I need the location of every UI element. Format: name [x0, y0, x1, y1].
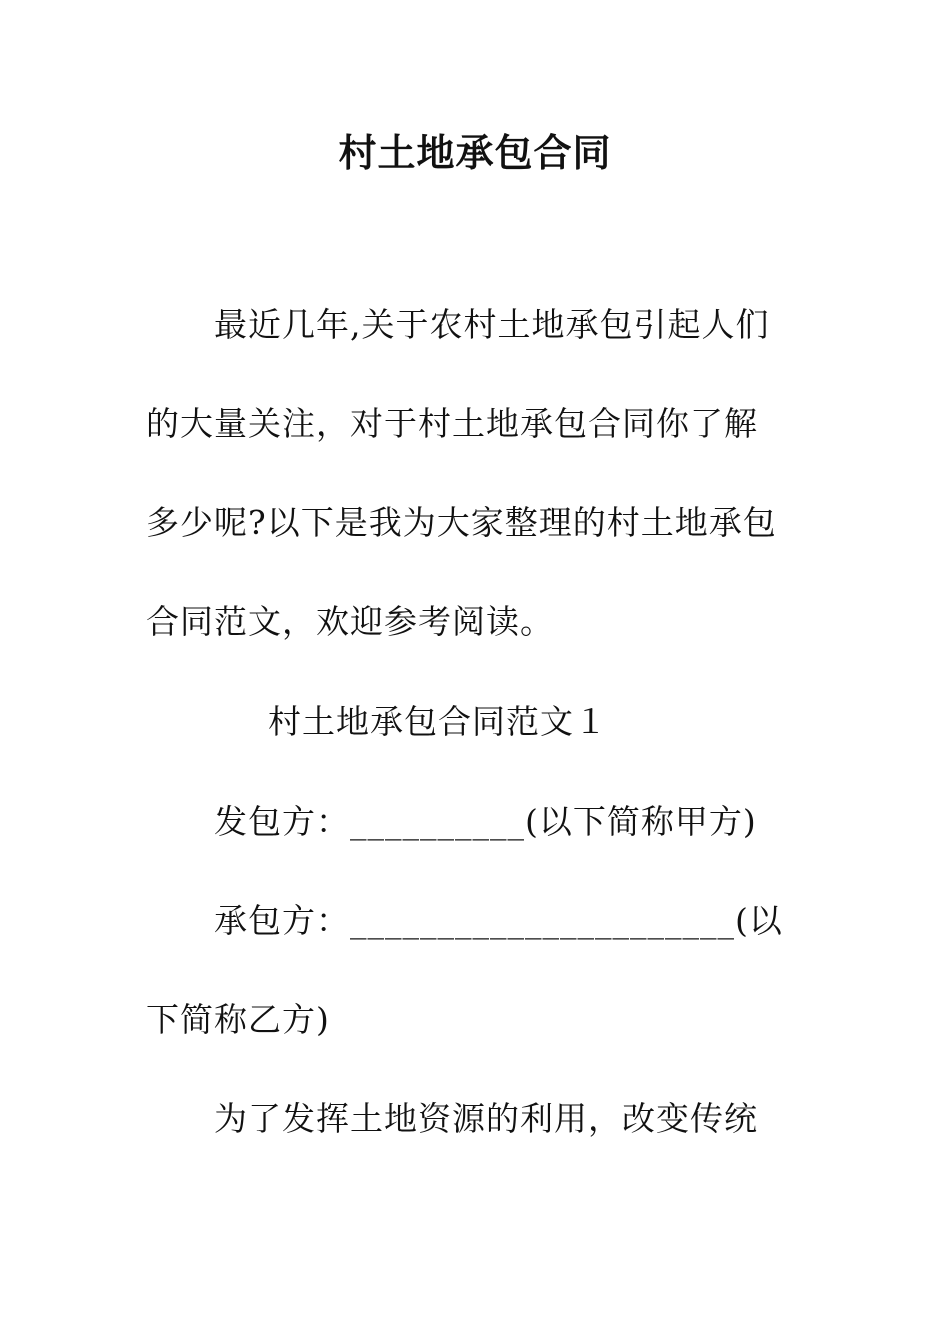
body-paragraph-start: 为了发挥土地资源的利用，改变传统 [214, 1099, 758, 1138]
party-b-line-2: 下简称乙方) [146, 1000, 330, 1039]
party-b-line-1: 承包方：______________________(以 [214, 901, 783, 940]
intro-line-3: 多少呢?以下是我为大家整理的村土地承包 [146, 503, 777, 542]
intro-line-4: 合同范文，欢迎参考阅读。 [146, 602, 554, 641]
intro-line-1: 最近几年,关于农村土地承包引起人们 [214, 305, 770, 344]
section-heading: 村土地承包合同范文１ [268, 702, 608, 741]
party-a-line: 发包方：__________(以下简称甲方) [214, 802, 757, 841]
intro-line-2: 的大量关注，对于村土地承包合同你了解 [146, 404, 758, 443]
document-title: 村土地承包合同 [338, 131, 612, 175]
